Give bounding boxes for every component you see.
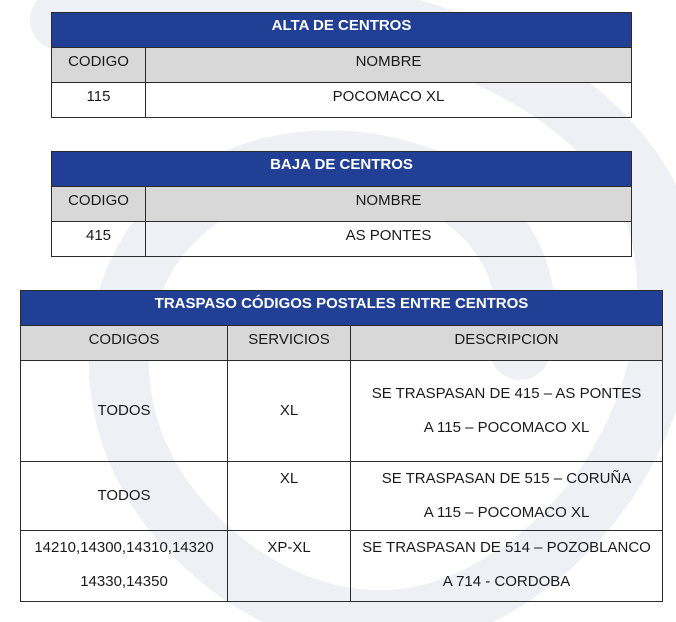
descripcion-cell: SE TRASPASAN DE 515 – CORUÑA A 115 – POCOMACO XL (351, 462, 663, 531)
table-row (21, 462, 663, 531)
table-row (52, 222, 632, 257)
alta-centros-title: ALTA DE CENTROS (52, 13, 632, 48)
servicios-cell: XL (228, 361, 351, 462)
table-row (21, 531, 663, 602)
codigos-cell: TODOS (21, 361, 228, 462)
descripcion-cell: SE TRASPASAN DE 514 – POZOBLANCO A 714 - CORDOBA (351, 531, 663, 602)
table-row (21, 361, 663, 462)
codigos-cell: TODOS (21, 462, 228, 531)
codigo-cell: 115 (52, 83, 146, 118)
col-header-codigos: CODIGOS (21, 326, 228, 361)
col-header-codigo: CODIGO (52, 48, 146, 83)
descripcion-cell: SE TRASPASAN DE 415 – AS PONTES A 115 – POCOMACO XL (351, 361, 663, 462)
col-header-codigo: CODIGO (52, 187, 146, 222)
alta-centros-table (51, 12, 632, 118)
codigos-cell: 14210,14300,14310,14320 14330,14350 (21, 531, 228, 602)
traspaso-title: TRASPASO CÓDIGOS POSTALES ENTRE CENTROS (21, 291, 663, 326)
codigo-cell: 415 (52, 222, 146, 257)
servicios-cell: XL (228, 462, 351, 531)
table-row (52, 83, 632, 118)
col-header-descripcion: DESCRIPCION (351, 326, 663, 361)
nombre-cell: AS PONTES (146, 222, 632, 257)
col-header-servicios: SERVICIOS (228, 326, 351, 361)
col-header-nombre: NOMBRE (146, 48, 632, 83)
nombre-cell: POCOMACO XL (146, 83, 632, 118)
traspaso-table (20, 290, 663, 602)
servicios-cell: XP-XL (228, 531, 351, 602)
baja-centros-table (51, 151, 632, 257)
col-header-nombre: NOMBRE (146, 187, 632, 222)
baja-centros-title: BAJA DE CENTROS (52, 152, 632, 187)
